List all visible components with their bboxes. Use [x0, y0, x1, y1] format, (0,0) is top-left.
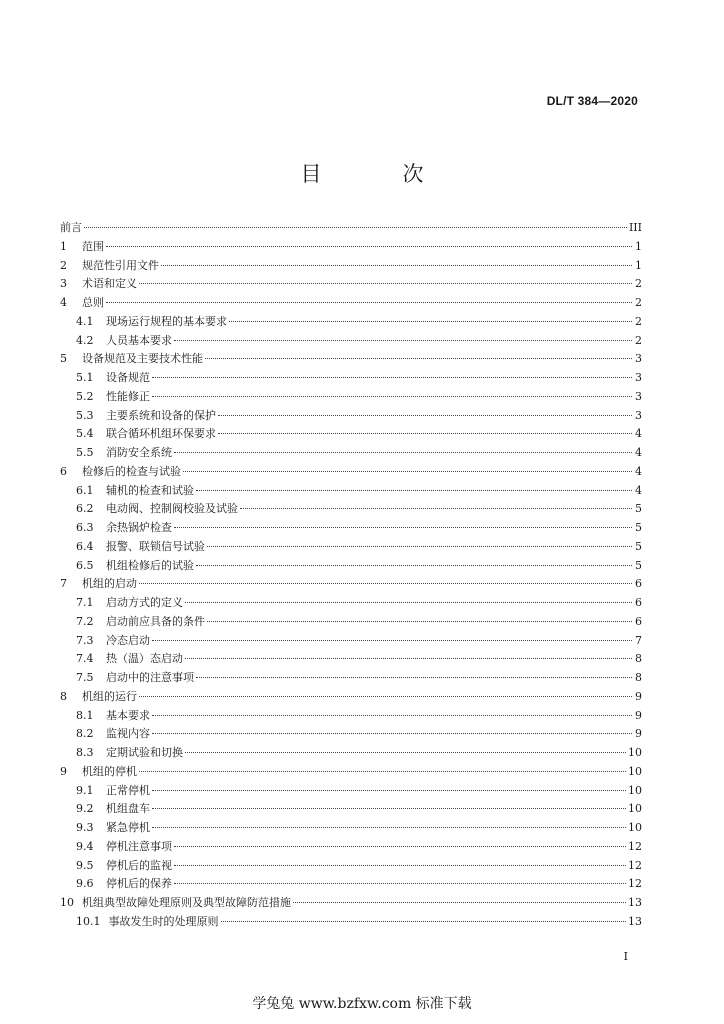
- toc-entry-page: 6: [635, 614, 642, 628]
- toc-entry-number: 5.4: [76, 427, 94, 441]
- toc-entry-label: 总则: [82, 296, 104, 309]
- toc-entry-page: 13: [628, 914, 642, 928]
- dot-leader: [139, 282, 632, 284]
- dot-leader: [185, 657, 632, 659]
- toc-entry[interactable]: [60, 538, 642, 557]
- toc-entry[interactable]: [60, 257, 642, 276]
- dot-leader: [84, 226, 627, 228]
- toc-entry-page: 3: [635, 389, 642, 403]
- toc-entry-label: 基本要求: [106, 708, 150, 722]
- toc-entry-page: 9: [635, 727, 642, 741]
- toc-entry[interactable]: [60, 744, 642, 763]
- toc-entry-number: 5: [60, 352, 67, 366]
- page-title: 目 次: [300, 162, 454, 186]
- dot-leader: [174, 882, 626, 884]
- toc-entry[interactable]: [60, 369, 642, 388]
- dot-leader: [139, 695, 632, 697]
- toc-entry-number: 9.6: [76, 877, 94, 891]
- toc-entry-page: 8: [635, 671, 642, 684]
- toc-entry-number: 8: [60, 689, 67, 703]
- toc-entry[interactable]: [60, 238, 642, 257]
- dot-leader: [293, 901, 626, 903]
- toc-entry[interactable]: [60, 575, 642, 594]
- toc-entry-number: 2: [60, 258, 67, 272]
- toc-entry[interactable]: [60, 557, 642, 576]
- dot-leader: [174, 526, 632, 528]
- toc-entry-number: 9.4: [76, 839, 94, 853]
- toc-entry-page: 12: [628, 877, 642, 891]
- toc-entry-label: 监视内容: [106, 727, 150, 741]
- toc-entry-page: 4: [635, 464, 642, 478]
- toc-entry[interactable]: [60, 875, 642, 894]
- toc-entry-number: 9.1: [76, 783, 94, 797]
- toc-entry-label: 机组的运行: [82, 689, 137, 703]
- toc-entry[interactable]: [60, 219, 642, 238]
- toc-entry-number: 6.5: [76, 558, 94, 572]
- toc-entry-label: 检修后的检查与试验: [82, 464, 181, 478]
- dot-leader: [152, 826, 626, 828]
- toc-entry[interactable]: [60, 913, 642, 932]
- toc-entry-page: 1: [635, 239, 642, 253]
- toc-entry-label: 前言: [60, 221, 82, 234]
- toc-entry-page: 12: [628, 839, 642, 853]
- toc-entry-label: 术语和定义: [82, 277, 137, 291]
- dot-leader: [218, 414, 632, 416]
- toc-entry[interactable]: [60, 650, 642, 669]
- dot-leader: [152, 714, 632, 716]
- toc-entry-number: 6.1: [76, 483, 94, 497]
- toc-entry[interactable]: [60, 894, 642, 913]
- footer-watermark: 学兔兔 www.bzfxw.com 标准下载: [252, 996, 472, 1012]
- toc-entry-label: 正常停机: [106, 783, 150, 797]
- toc-entry-number: 5.2: [76, 389, 94, 403]
- toc-entry-number: 6.2: [76, 502, 94, 516]
- toc-entry-label: 启动前应具备的条件: [106, 614, 205, 628]
- toc-entry[interactable]: [60, 763, 642, 782]
- dot-leader: [240, 507, 632, 509]
- toc-entry-label: 余热锅炉检查: [106, 521, 172, 534]
- dot-leader: [229, 320, 632, 322]
- toc-entry-page: 4: [635, 483, 642, 497]
- toc-entry-number: 4: [60, 296, 67, 309]
- toc-entry-page: 5: [635, 502, 642, 516]
- dot-leader: [139, 582, 632, 584]
- toc-entry-number: 10: [60, 896, 74, 909]
- toc-entry[interactable]: [60, 688, 642, 707]
- toc-entry-label: 机组检修后的试验: [106, 558, 194, 572]
- dot-leader: [207, 620, 632, 622]
- toc-entry-label: 主要系统和设备的保护: [106, 408, 216, 422]
- toc-entry[interactable]: [60, 444, 642, 463]
- toc-entry-number: 9.3: [76, 821, 94, 834]
- toc-entry[interactable]: [60, 350, 642, 369]
- toc-entry-page: 4: [635, 446, 642, 459]
- dot-leader: [106, 301, 632, 303]
- toc-entry-page: 5: [635, 539, 642, 553]
- dot-leader: [152, 639, 632, 641]
- dot-leader: [174, 845, 626, 847]
- dot-leader: [161, 264, 632, 266]
- dot-leader: [174, 451, 632, 453]
- dot-leader: [152, 376, 632, 378]
- toc-entry[interactable]: [60, 669, 642, 688]
- toc-entry-page: 2: [635, 314, 642, 328]
- toc-entry-page: 6: [635, 577, 642, 591]
- toc-entry-number: 7.5: [76, 671, 94, 684]
- toc-entry-page: 4: [635, 427, 642, 441]
- toc-entry-label: 现场运行规程的基本要求: [106, 314, 227, 328]
- toc-entry[interactable]: [60, 613, 642, 632]
- toc-entry-label: 启动中的注意事项: [106, 671, 194, 684]
- toc-entry-number: 5.3: [76, 408, 94, 422]
- standard-code: DL/T 384—2020: [546, 94, 638, 108]
- toc-entry[interactable]: [60, 463, 642, 482]
- toc-entry-page: III: [628, 221, 642, 234]
- toc-entry-number: 8.1: [76, 708, 94, 722]
- dot-leader: [183, 470, 632, 472]
- toc-entry-number: 1: [60, 239, 67, 253]
- toc-entry-label: 规范性引用文件: [82, 258, 159, 272]
- toc-entry-number: 10.1: [76, 914, 101, 928]
- toc-entry-label: 设备规范及主要技术性能: [82, 352, 203, 366]
- toc-entry-number: 6.4: [76, 539, 94, 553]
- toc-entry[interactable]: [60, 838, 642, 857]
- toc-entry[interactable]: [60, 294, 642, 313]
- toc-entry-label: 启动方式的定义: [106, 596, 183, 609]
- page-number: I: [623, 950, 628, 963]
- toc-entry-label: 设备规范: [106, 371, 150, 384]
- toc-entry-page: 9: [635, 689, 642, 703]
- toc-entry[interactable]: [60, 725, 642, 744]
- toc-entry-number: 8.2: [76, 727, 94, 741]
- toc-entry[interactable]: [60, 782, 642, 801]
- toc-entry-page: 13: [628, 896, 642, 909]
- toc-entry-page: 12: [628, 858, 642, 872]
- toc-entry[interactable]: [60, 500, 642, 519]
- toc-entry-label: 机组的停机: [82, 764, 137, 778]
- toc-entry-label: 事故发生时的处理原则: [108, 914, 219, 928]
- toc-entry[interactable]: [60, 388, 642, 407]
- toc-entry-label: 机组的启动: [82, 577, 137, 591]
- toc-entry-label: 冷态启动: [106, 633, 150, 647]
- dot-leader: [221, 920, 627, 922]
- toc-entry[interactable]: [60, 857, 642, 876]
- toc-entry-page: 9: [635, 708, 642, 722]
- toc-entry-number: 9.5: [76, 858, 94, 872]
- toc-entry-label: 停机后的保养: [106, 877, 172, 891]
- toc-entry-page: 10: [628, 783, 642, 797]
- toc-entry[interactable]: [60, 482, 642, 501]
- toc-entry-number: 5.5: [76, 446, 94, 459]
- toc-entry-label: 定期试验和切换: [106, 746, 183, 759]
- toc-entry-label: 报警、联锁信号试验: [106, 539, 205, 553]
- toc-entry-page: 5: [635, 521, 642, 534]
- toc-entry-page: 3: [635, 371, 642, 384]
- toc-entry-page: 2: [635, 333, 642, 347]
- toc-entry-number: 7.2: [76, 614, 94, 628]
- toc-entry[interactable]: [60, 819, 642, 838]
- toc-entry-page: 3: [635, 408, 642, 422]
- toc-entry-page: 10: [628, 746, 642, 759]
- toc-entry-number: 6: [60, 464, 67, 478]
- toc-entry-label: 性能修正: [106, 389, 150, 403]
- toc-entry[interactable]: [60, 332, 642, 351]
- dot-leader: [196, 564, 632, 566]
- dot-leader: [196, 676, 632, 678]
- toc-entry-number: 5.1: [76, 371, 94, 384]
- dot-leader: [106, 245, 632, 247]
- toc-entry[interactable]: [60, 519, 642, 538]
- toc-entry-number: 7.4: [76, 652, 94, 666]
- toc-entry-label: 电动阀、控制阀校验及试验: [106, 502, 238, 516]
- dot-leader: [152, 395, 632, 397]
- toc-entry[interactable]: [60, 313, 642, 332]
- toc-entry-page: 8: [635, 652, 642, 666]
- toc-entry-number: 4.1: [76, 314, 94, 328]
- dot-leader: [174, 864, 626, 866]
- toc-entry-label: 机组典型故障处理原则及典型故障防范措施: [82, 896, 291, 909]
- toc-entry-number: 3: [60, 277, 67, 291]
- toc-entry-number: 6.3: [76, 521, 94, 534]
- toc-entry-label: 紧急停机: [106, 821, 150, 834]
- toc-entry-page: 10: [628, 802, 642, 816]
- dot-leader: [185, 751, 626, 753]
- toc-entry[interactable]: [60, 707, 642, 726]
- toc-entry-page: 3: [635, 352, 642, 366]
- toc-entry-page: 2: [635, 277, 642, 291]
- dot-leader: [185, 601, 632, 603]
- toc-entry-page: 7: [635, 633, 642, 647]
- toc-entry-label: 人员基本要求: [106, 333, 172, 347]
- toc-entry-label: 范围: [82, 239, 104, 253]
- toc-entry-number: 7: [60, 577, 67, 591]
- dot-leader: [205, 357, 632, 359]
- toc-entry-number: 9.2: [76, 802, 94, 816]
- toc-entry[interactable]: [60, 594, 642, 613]
- dot-leader: [207, 545, 632, 547]
- toc-entry-number: 9: [60, 764, 67, 778]
- toc-entry-number: 7.1: [76, 596, 94, 609]
- toc-entry-number: 8.3: [76, 746, 94, 759]
- toc-entry-page: 1: [635, 258, 642, 272]
- dot-leader: [196, 489, 632, 491]
- dot-leader: [152, 789, 626, 791]
- toc-entry-label: 联合循环机组环保要求: [106, 427, 216, 441]
- toc-entry[interactable]: [60, 800, 642, 819]
- toc-entry[interactable]: [60, 407, 642, 426]
- toc-entry-page: 10: [628, 764, 642, 778]
- toc-entry[interactable]: [60, 425, 642, 444]
- toc-entry-label: 停机注意事项: [106, 839, 172, 853]
- toc-entry-number: 7.3: [76, 633, 94, 647]
- toc-entry-page: 10: [628, 821, 642, 834]
- toc-entry-label: 消防安全系统: [106, 446, 172, 459]
- dot-leader: [218, 432, 632, 434]
- toc-entry-label: 停机后的监视: [106, 858, 172, 872]
- toc-entry-number: 4.2: [76, 333, 94, 347]
- toc-entry-label: 热（温）态启动: [106, 652, 183, 666]
- toc-entry-label: 辅机的检查和试验: [106, 483, 194, 497]
- toc-entry-page: 6: [635, 596, 642, 609]
- toc-entry-label: 机组盘车: [106, 802, 150, 816]
- toc-entry-page: 2: [635, 296, 642, 309]
- toc-entry[interactable]: [60, 632, 642, 651]
- dot-leader: [174, 339, 632, 341]
- toc-entry[interactable]: [60, 275, 642, 294]
- dot-leader: [139, 770, 626, 772]
- table-of-contents: [60, 219, 642, 932]
- toc-entry-page: 5: [635, 558, 642, 572]
- dot-leader: [152, 807, 626, 809]
- dot-leader: [152, 732, 632, 734]
